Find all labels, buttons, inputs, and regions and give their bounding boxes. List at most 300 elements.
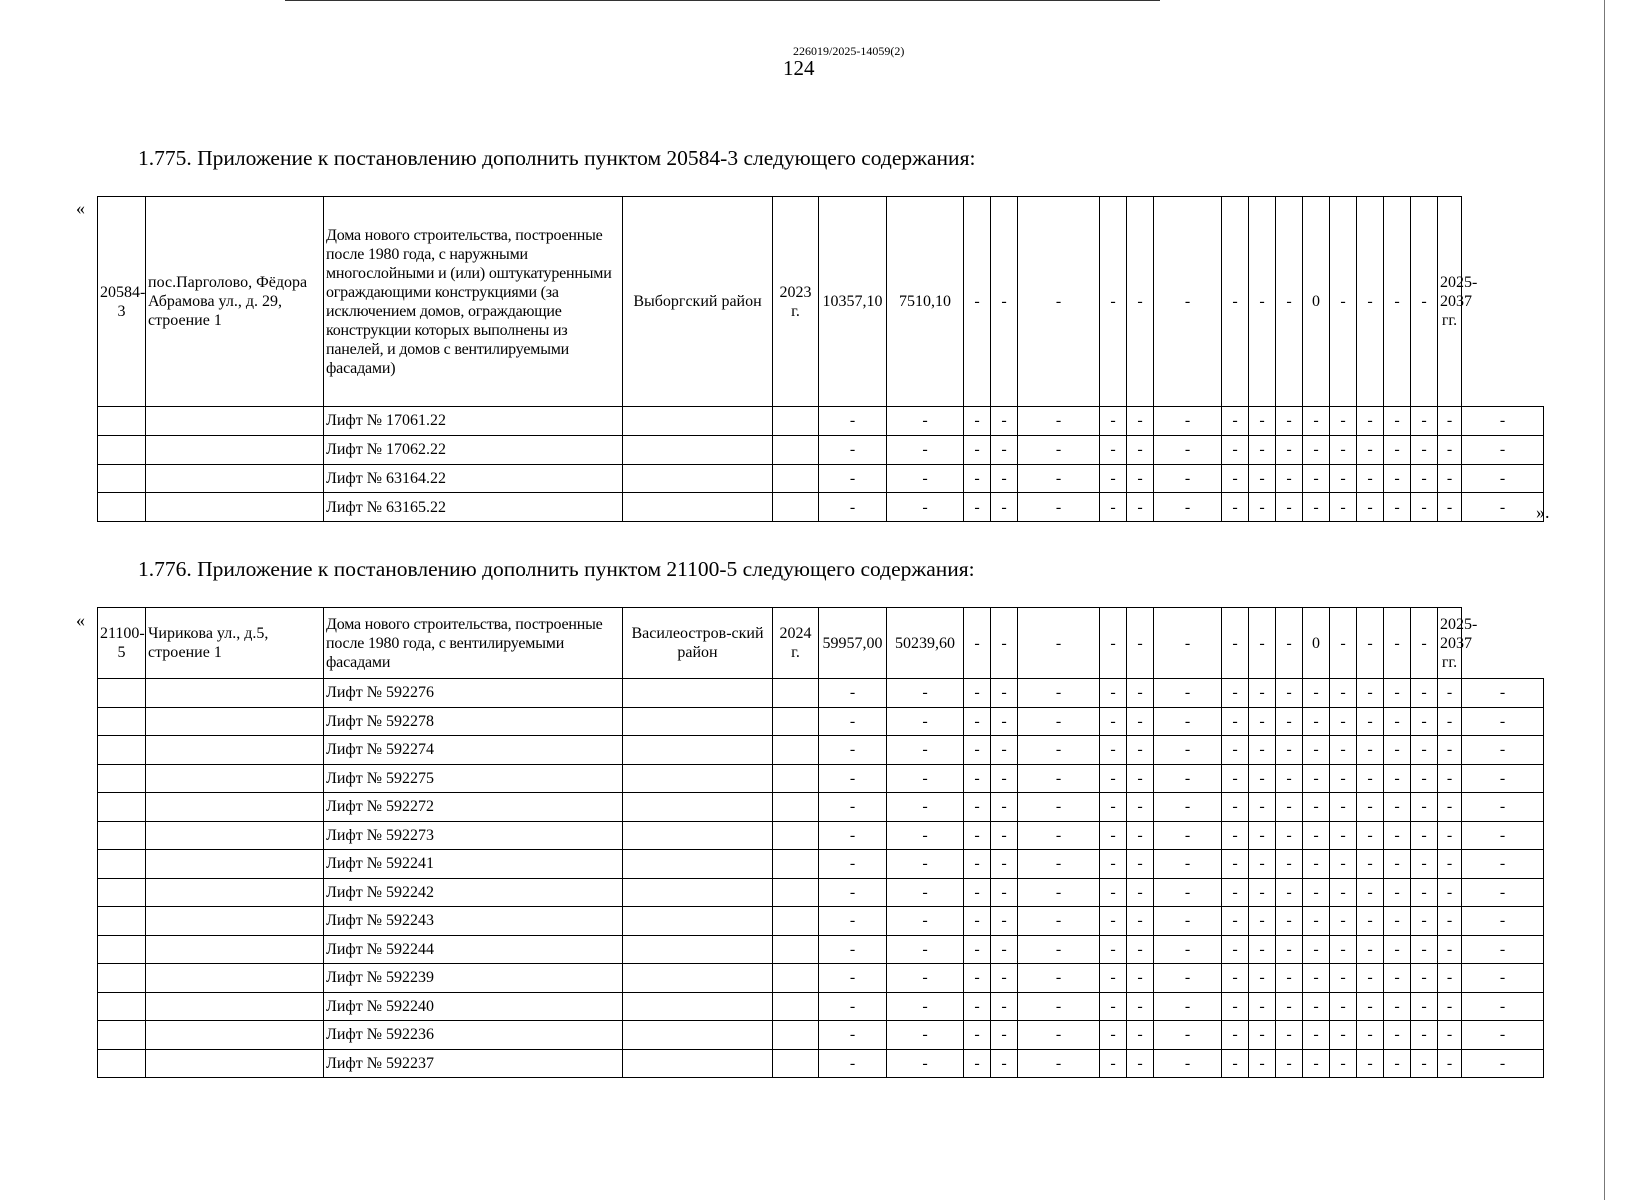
- dash-cell: -: [964, 964, 991, 993]
- empty-num-cell: [98, 736, 146, 765]
- district-cell: Василеостров-ский район: [623, 608, 773, 679]
- dash-cell: -: [819, 793, 887, 822]
- period-cell: 2025-2037 гг.: [1438, 608, 1462, 679]
- dash-cell: -: [1411, 407, 1438, 436]
- dash-cell: -: [1018, 907, 1100, 936]
- dash-cell: -: [1249, 435, 1276, 464]
- dash-cell: -: [819, 435, 887, 464]
- description-cell: Дома нового строительства, построенные после 1980 года, с вентилируемыми фасадами: [324, 608, 623, 679]
- table-row: [98, 992, 1544, 1021]
- table-row: [98, 608, 1544, 679]
- dash-cell: -: [887, 935, 964, 964]
- dash-cell: -: [991, 493, 1018, 522]
- empty-year-cell: [773, 407, 819, 436]
- dash-cell: -: [964, 821, 991, 850]
- empty-year-cell: [773, 878, 819, 907]
- dash-cell: -: [991, 964, 1018, 993]
- dash-cell: -: [1222, 1049, 1249, 1078]
- work-col-7: -: [1222, 197, 1249, 407]
- empty-num-cell: [98, 1021, 146, 1050]
- dash-cell: -: [1018, 850, 1100, 879]
- dash-cell: -: [1330, 821, 1357, 850]
- empty-year-cell: [773, 821, 819, 850]
- dash-cell: -: [1222, 821, 1249, 850]
- period-dash-cell: -: [1462, 1021, 1544, 1050]
- open-quote-2: «: [76, 610, 85, 630]
- dash-cell: -: [1100, 878, 1127, 907]
- empty-num-cell: [98, 707, 146, 736]
- dash-cell: -: [1222, 435, 1249, 464]
- dash-cell: -: [1018, 992, 1100, 1021]
- lift-name-cell: Лифт № 592237: [324, 1049, 623, 1078]
- dash-cell: -: [1330, 493, 1357, 522]
- dash-cell: -: [887, 1049, 964, 1078]
- empty-num-cell: [98, 935, 146, 964]
- dash-cell: -: [887, 907, 964, 936]
- empty-district-cell: [623, 435, 773, 464]
- empty-address-cell: [146, 764, 324, 793]
- table-row: [98, 707, 1544, 736]
- dash-cell: -: [991, 679, 1018, 708]
- table-row: [98, 493, 1544, 522]
- work-col-1: -: [964, 608, 991, 679]
- empty-num-cell: [98, 764, 146, 793]
- dash-cell: -: [1438, 464, 1462, 493]
- dash-cell: -: [1330, 1021, 1357, 1050]
- dash-cell: -: [1018, 964, 1100, 993]
- dash-cell: -: [1303, 464, 1330, 493]
- dash-cell: -: [1276, 435, 1303, 464]
- dash-cell: -: [1357, 964, 1384, 993]
- empty-address-cell: [146, 907, 324, 936]
- dash-cell: -: [1438, 1049, 1462, 1078]
- dash-cell: -: [1357, 1049, 1384, 1078]
- dash-cell: -: [1411, 850, 1438, 879]
- dash-cell: -: [887, 878, 964, 907]
- dash-cell: -: [1438, 878, 1462, 907]
- dash-cell: -: [1018, 493, 1100, 522]
- dash-cell: -: [1100, 1049, 1127, 1078]
- empty-district-cell: [623, 464, 773, 493]
- item-number: 21100-5: [98, 608, 146, 679]
- empty-year-cell: [773, 935, 819, 964]
- dash-cell: -: [1100, 793, 1127, 822]
- dash-cell: -: [1384, 1049, 1411, 1078]
- dash-cell: -: [1303, 679, 1330, 708]
- dash-cell: -: [1100, 679, 1127, 708]
- empty-district-cell: [623, 707, 773, 736]
- dash-cell: -: [1154, 407, 1222, 436]
- dash-cell: -: [1249, 850, 1276, 879]
- empty-num-cell: [98, 878, 146, 907]
- empty-year-cell: [773, 850, 819, 879]
- dash-cell: -: [1154, 435, 1222, 464]
- period-dash-cell: -: [1462, 679, 1544, 708]
- dash-cell: -: [1018, 407, 1100, 436]
- dash-cell: -: [1127, 850, 1154, 879]
- dash-cell: -: [1330, 464, 1357, 493]
- dash-cell: -: [1411, 679, 1438, 708]
- lift-name-cell: Лифт № 592272: [324, 793, 623, 822]
- dash-cell: -: [1411, 878, 1438, 907]
- area-total-cell: 59957,00: [819, 608, 887, 679]
- dash-cell: -: [1154, 1021, 1222, 1050]
- dash-cell: -: [819, 878, 887, 907]
- dash-cell: -: [819, 992, 887, 1021]
- dash-cell: -: [1100, 992, 1127, 1021]
- dash-cell: -: [964, 407, 991, 436]
- dash-cell: -: [887, 964, 964, 993]
- empty-num-cell: [98, 964, 146, 993]
- dash-cell: -: [1357, 707, 1384, 736]
- period-dash-cell: -: [1462, 764, 1544, 793]
- right-scan-edge: [1604, 0, 1605, 1200]
- dash-cell: -: [1384, 679, 1411, 708]
- dash-cell: -: [1127, 907, 1154, 936]
- dash-cell: -: [991, 850, 1018, 879]
- dash-cell: -: [1276, 707, 1303, 736]
- empty-year-cell: [773, 707, 819, 736]
- empty-address-cell: [146, 707, 324, 736]
- dash-cell: -: [1303, 992, 1330, 1021]
- period-dash-cell: -: [1462, 793, 1544, 822]
- dash-cell: -: [1276, 764, 1303, 793]
- empty-district-cell: [623, 493, 773, 522]
- empty-year-cell: [773, 992, 819, 1021]
- dash-cell: -: [1249, 878, 1276, 907]
- dash-cell: -: [1127, 992, 1154, 1021]
- dash-cell: -: [1276, 464, 1303, 493]
- empty-address-cell: [146, 878, 324, 907]
- dash-cell: -: [1303, 907, 1330, 936]
- dash-cell: -: [1154, 493, 1222, 522]
- dash-cell: -: [1249, 707, 1276, 736]
- dash-cell: -: [1154, 1049, 1222, 1078]
- address-cell: пос.Парголово, Фёдора Абрамова ул., д. 29, строение 1: [146, 197, 324, 407]
- dash-cell: -: [1357, 793, 1384, 822]
- dash-cell: -: [1330, 907, 1357, 936]
- table-row: [98, 736, 1544, 765]
- dash-cell: -: [1357, 679, 1384, 708]
- dash-cell: -: [1018, 821, 1100, 850]
- dash-cell: -: [1438, 493, 1462, 522]
- area-living-cell: 7510,10: [887, 197, 964, 407]
- empty-district-cell: [623, 1049, 773, 1078]
- dash-cell: -: [1411, 964, 1438, 993]
- lift-name-cell: Лифт № 63164.22: [324, 464, 623, 493]
- table-row: [98, 764, 1544, 793]
- dash-cell: -: [1222, 707, 1249, 736]
- dash-cell: -: [991, 464, 1018, 493]
- area-total-cell: 10357,10: [819, 197, 887, 407]
- work-col-8: -: [1249, 608, 1276, 679]
- empty-address-cell: [146, 992, 324, 1021]
- dash-cell: -: [1276, 935, 1303, 964]
- dash-cell: -: [819, 764, 887, 793]
- dash-cell: -: [1127, 435, 1154, 464]
- dash-cell: -: [1249, 736, 1276, 765]
- lift-name-cell: Лифт № 17061.22: [324, 407, 623, 436]
- lift-name-cell: Лифт № 592274: [324, 736, 623, 765]
- empty-district-cell: [623, 878, 773, 907]
- dash-cell: -: [819, 493, 887, 522]
- empty-year-cell: [773, 764, 819, 793]
- dash-cell: -: [1249, 907, 1276, 936]
- dash-cell: -: [887, 736, 964, 765]
- empty-address-cell: [146, 464, 324, 493]
- dash-cell: -: [1384, 407, 1411, 436]
- section-heading-1776: 1.776. Приложение к постановлению дополнить пунктом 21100-5 следующего содержания:: [138, 557, 975, 581]
- work-col-8: -: [1249, 197, 1276, 407]
- dash-cell: -: [1249, 964, 1276, 993]
- lift-name-cell: Лифт № 592240: [324, 992, 623, 1021]
- work-col-4: -: [1100, 608, 1127, 679]
- empty-address-cell: [146, 850, 324, 879]
- empty-num-cell: [98, 464, 146, 493]
- dash-cell: -: [1330, 679, 1357, 708]
- dash-cell: -: [1330, 407, 1357, 436]
- dash-cell: -: [1127, 1021, 1154, 1050]
- dash-cell: -: [1411, 821, 1438, 850]
- dash-cell: -: [1249, 935, 1276, 964]
- table-20584-3: [97, 196, 1544, 522]
- lift-name-cell: Лифт № 592239: [324, 964, 623, 993]
- dash-cell: -: [1100, 935, 1127, 964]
- table-row: [98, 407, 1544, 436]
- empty-num-cell: [98, 850, 146, 879]
- dash-cell: -: [1100, 821, 1127, 850]
- dash-cell: -: [1384, 992, 1411, 1021]
- dash-cell: -: [1222, 964, 1249, 993]
- empty-num-cell: [98, 992, 146, 1021]
- empty-district-cell: [623, 907, 773, 936]
- empty-address-cell: [146, 821, 324, 850]
- dash-cell: -: [1276, 493, 1303, 522]
- period-dash-cell: -: [1462, 935, 1544, 964]
- dash-cell: -: [964, 736, 991, 765]
- dash-cell: -: [1100, 907, 1127, 936]
- dash-cell: -: [1249, 1021, 1276, 1050]
- dash-cell: -: [1438, 793, 1462, 822]
- dash-cell: -: [1222, 935, 1249, 964]
- dash-cell: -: [1154, 964, 1222, 993]
- top-border-line: [285, 0, 1160, 1]
- dash-cell: -: [991, 435, 1018, 464]
- dash-cell: -: [1438, 964, 1462, 993]
- dash-cell: -: [1222, 764, 1249, 793]
- work-col-3: -: [1018, 608, 1100, 679]
- dash-cell: -: [887, 850, 964, 879]
- empty-district-cell: [623, 1021, 773, 1050]
- dash-cell: -: [1438, 736, 1462, 765]
- dash-cell: -: [1303, 1049, 1330, 1078]
- dash-cell: -: [887, 435, 964, 464]
- empty-num-cell: [98, 407, 146, 436]
- dash-cell: -: [964, 1049, 991, 1078]
- period-dash-cell: -: [1462, 878, 1544, 907]
- dash-cell: -: [1357, 821, 1384, 850]
- period-dash-cell: -: [1462, 435, 1544, 464]
- dash-cell: -: [1222, 850, 1249, 879]
- dash-cell: -: [1303, 1021, 1330, 1050]
- empty-year-cell: [773, 435, 819, 464]
- dash-cell: -: [887, 821, 964, 850]
- empty-year-cell: [773, 679, 819, 708]
- dash-cell: -: [1249, 407, 1276, 436]
- dash-cell: -: [1127, 407, 1154, 436]
- dash-cell: -: [1154, 907, 1222, 936]
- area-living-cell: 50239,60: [887, 608, 964, 679]
- dash-cell: -: [1411, 1049, 1438, 1078]
- lift-name-cell: Лифт № 592275: [324, 764, 623, 793]
- dash-cell: -: [1100, 464, 1127, 493]
- dash-cell: -: [1127, 679, 1154, 708]
- dash-cell: -: [1330, 435, 1357, 464]
- work-col-14: -: [1411, 608, 1438, 679]
- page-number: 124: [783, 56, 815, 80]
- work-col-2: -: [991, 197, 1018, 407]
- table-row: [98, 878, 1544, 907]
- lift-name-cell: Лифт № 592236: [324, 1021, 623, 1050]
- table-row: [98, 197, 1544, 407]
- dash-cell: -: [1100, 764, 1127, 793]
- work-col-11: -: [1330, 608, 1357, 679]
- empty-num-cell: [98, 1049, 146, 1078]
- dash-cell: -: [1303, 821, 1330, 850]
- table-row: [98, 679, 1544, 708]
- dash-cell: -: [1154, 464, 1222, 493]
- dash-cell: -: [887, 679, 964, 708]
- work-col-10: 0: [1303, 608, 1330, 679]
- empty-year-cell: [773, 493, 819, 522]
- empty-year-cell: [773, 464, 819, 493]
- dash-cell: -: [1154, 679, 1222, 708]
- dash-cell: -: [1249, 992, 1276, 1021]
- dash-cell: -: [1127, 1049, 1154, 1078]
- work-col-7: -: [1222, 608, 1249, 679]
- dash-cell: -: [1249, 764, 1276, 793]
- work-col-4: -: [1100, 197, 1127, 407]
- dash-cell: -: [1303, 707, 1330, 736]
- dash-cell: -: [1411, 736, 1438, 765]
- dash-cell: -: [964, 992, 991, 1021]
- period-dash-cell: -: [1462, 907, 1544, 936]
- period-dash-cell: -: [1462, 707, 1544, 736]
- dash-cell: -: [1357, 935, 1384, 964]
- dash-cell: -: [1222, 878, 1249, 907]
- dash-cell: -: [1222, 1021, 1249, 1050]
- empty-address-cell: [146, 1049, 324, 1078]
- section-heading-1775: 1.775. Приложение к постановлению дополнить пунктом 20584-3 следующего содержания:: [138, 146, 976, 170]
- dash-cell: -: [1276, 679, 1303, 708]
- empty-address-cell: [146, 793, 324, 822]
- dash-cell: -: [991, 1021, 1018, 1050]
- dash-cell: -: [1384, 850, 1411, 879]
- dash-cell: -: [1438, 992, 1462, 1021]
- dash-cell: -: [991, 793, 1018, 822]
- dash-cell: -: [887, 464, 964, 493]
- dash-cell: -: [819, 407, 887, 436]
- dash-cell: -: [1411, 493, 1438, 522]
- dash-cell: -: [1276, 407, 1303, 436]
- dash-cell: -: [1384, 707, 1411, 736]
- empty-num-cell: [98, 493, 146, 522]
- dash-cell: -: [1330, 1049, 1357, 1078]
- dash-cell: -: [1438, 907, 1462, 936]
- dash-cell: -: [1127, 493, 1154, 522]
- empty-year-cell: [773, 736, 819, 765]
- lift-name-cell: Лифт № 63165.22: [324, 493, 623, 522]
- dash-cell: -: [887, 992, 964, 1021]
- dash-cell: -: [1222, 407, 1249, 436]
- dash-cell: -: [1330, 878, 1357, 907]
- dash-cell: -: [1018, 764, 1100, 793]
- empty-address-cell: [146, 435, 324, 464]
- dash-cell: -: [1100, 435, 1127, 464]
- work-col-12: -: [1357, 197, 1384, 407]
- lift-name-cell: Лифт № 592276: [324, 679, 623, 708]
- empty-year-cell: [773, 964, 819, 993]
- work-col-6: -: [1154, 608, 1222, 679]
- work-col-14: -: [1411, 197, 1438, 407]
- dash-cell: -: [964, 464, 991, 493]
- dash-cell: -: [1330, 992, 1357, 1021]
- dash-cell: -: [991, 878, 1018, 907]
- dash-cell: -: [1411, 992, 1438, 1021]
- table-row: [98, 964, 1544, 993]
- dash-cell: -: [1127, 878, 1154, 907]
- dash-cell: -: [1438, 1021, 1462, 1050]
- work-col-13: -: [1384, 608, 1411, 679]
- dash-cell: -: [991, 736, 1018, 765]
- dash-cell: -: [1303, 407, 1330, 436]
- dash-cell: -: [1303, 878, 1330, 907]
- dash-cell: -: [1276, 1021, 1303, 1050]
- empty-year-cell: [773, 1049, 819, 1078]
- dash-cell: -: [1384, 907, 1411, 936]
- dash-cell: -: [1127, 764, 1154, 793]
- work-col-5: -: [1127, 608, 1154, 679]
- dash-cell: -: [964, 493, 991, 522]
- dash-cell: -: [964, 907, 991, 936]
- dash-cell: -: [887, 407, 964, 436]
- period-dash-cell: -: [1462, 964, 1544, 993]
- work-col-2: -: [991, 608, 1018, 679]
- dash-cell: -: [1100, 1021, 1127, 1050]
- dash-cell: -: [1249, 493, 1276, 522]
- dash-cell: -: [1411, 764, 1438, 793]
- period-dash-cell: -: [1462, 493, 1544, 522]
- dash-cell: -: [1411, 435, 1438, 464]
- dash-cell: -: [887, 1021, 964, 1050]
- period-dash-cell: -: [1462, 1049, 1544, 1078]
- dash-cell: -: [1303, 736, 1330, 765]
- dash-cell: -: [991, 907, 1018, 936]
- dash-cell: -: [1303, 964, 1330, 993]
- dash-cell: -: [1438, 850, 1462, 879]
- dash-cell: -: [1303, 493, 1330, 522]
- dash-cell: -: [1384, 935, 1411, 964]
- period-dash-cell: -: [1462, 821, 1544, 850]
- item-number: 20584-3: [98, 197, 146, 407]
- dash-cell: -: [1018, 464, 1100, 493]
- lift-name-cell: Лифт № 592243: [324, 907, 623, 936]
- dash-cell: -: [964, 707, 991, 736]
- dash-cell: -: [1018, 679, 1100, 708]
- dash-cell: -: [991, 821, 1018, 850]
- dash-cell: -: [819, 1021, 887, 1050]
- dash-cell: -: [819, 821, 887, 850]
